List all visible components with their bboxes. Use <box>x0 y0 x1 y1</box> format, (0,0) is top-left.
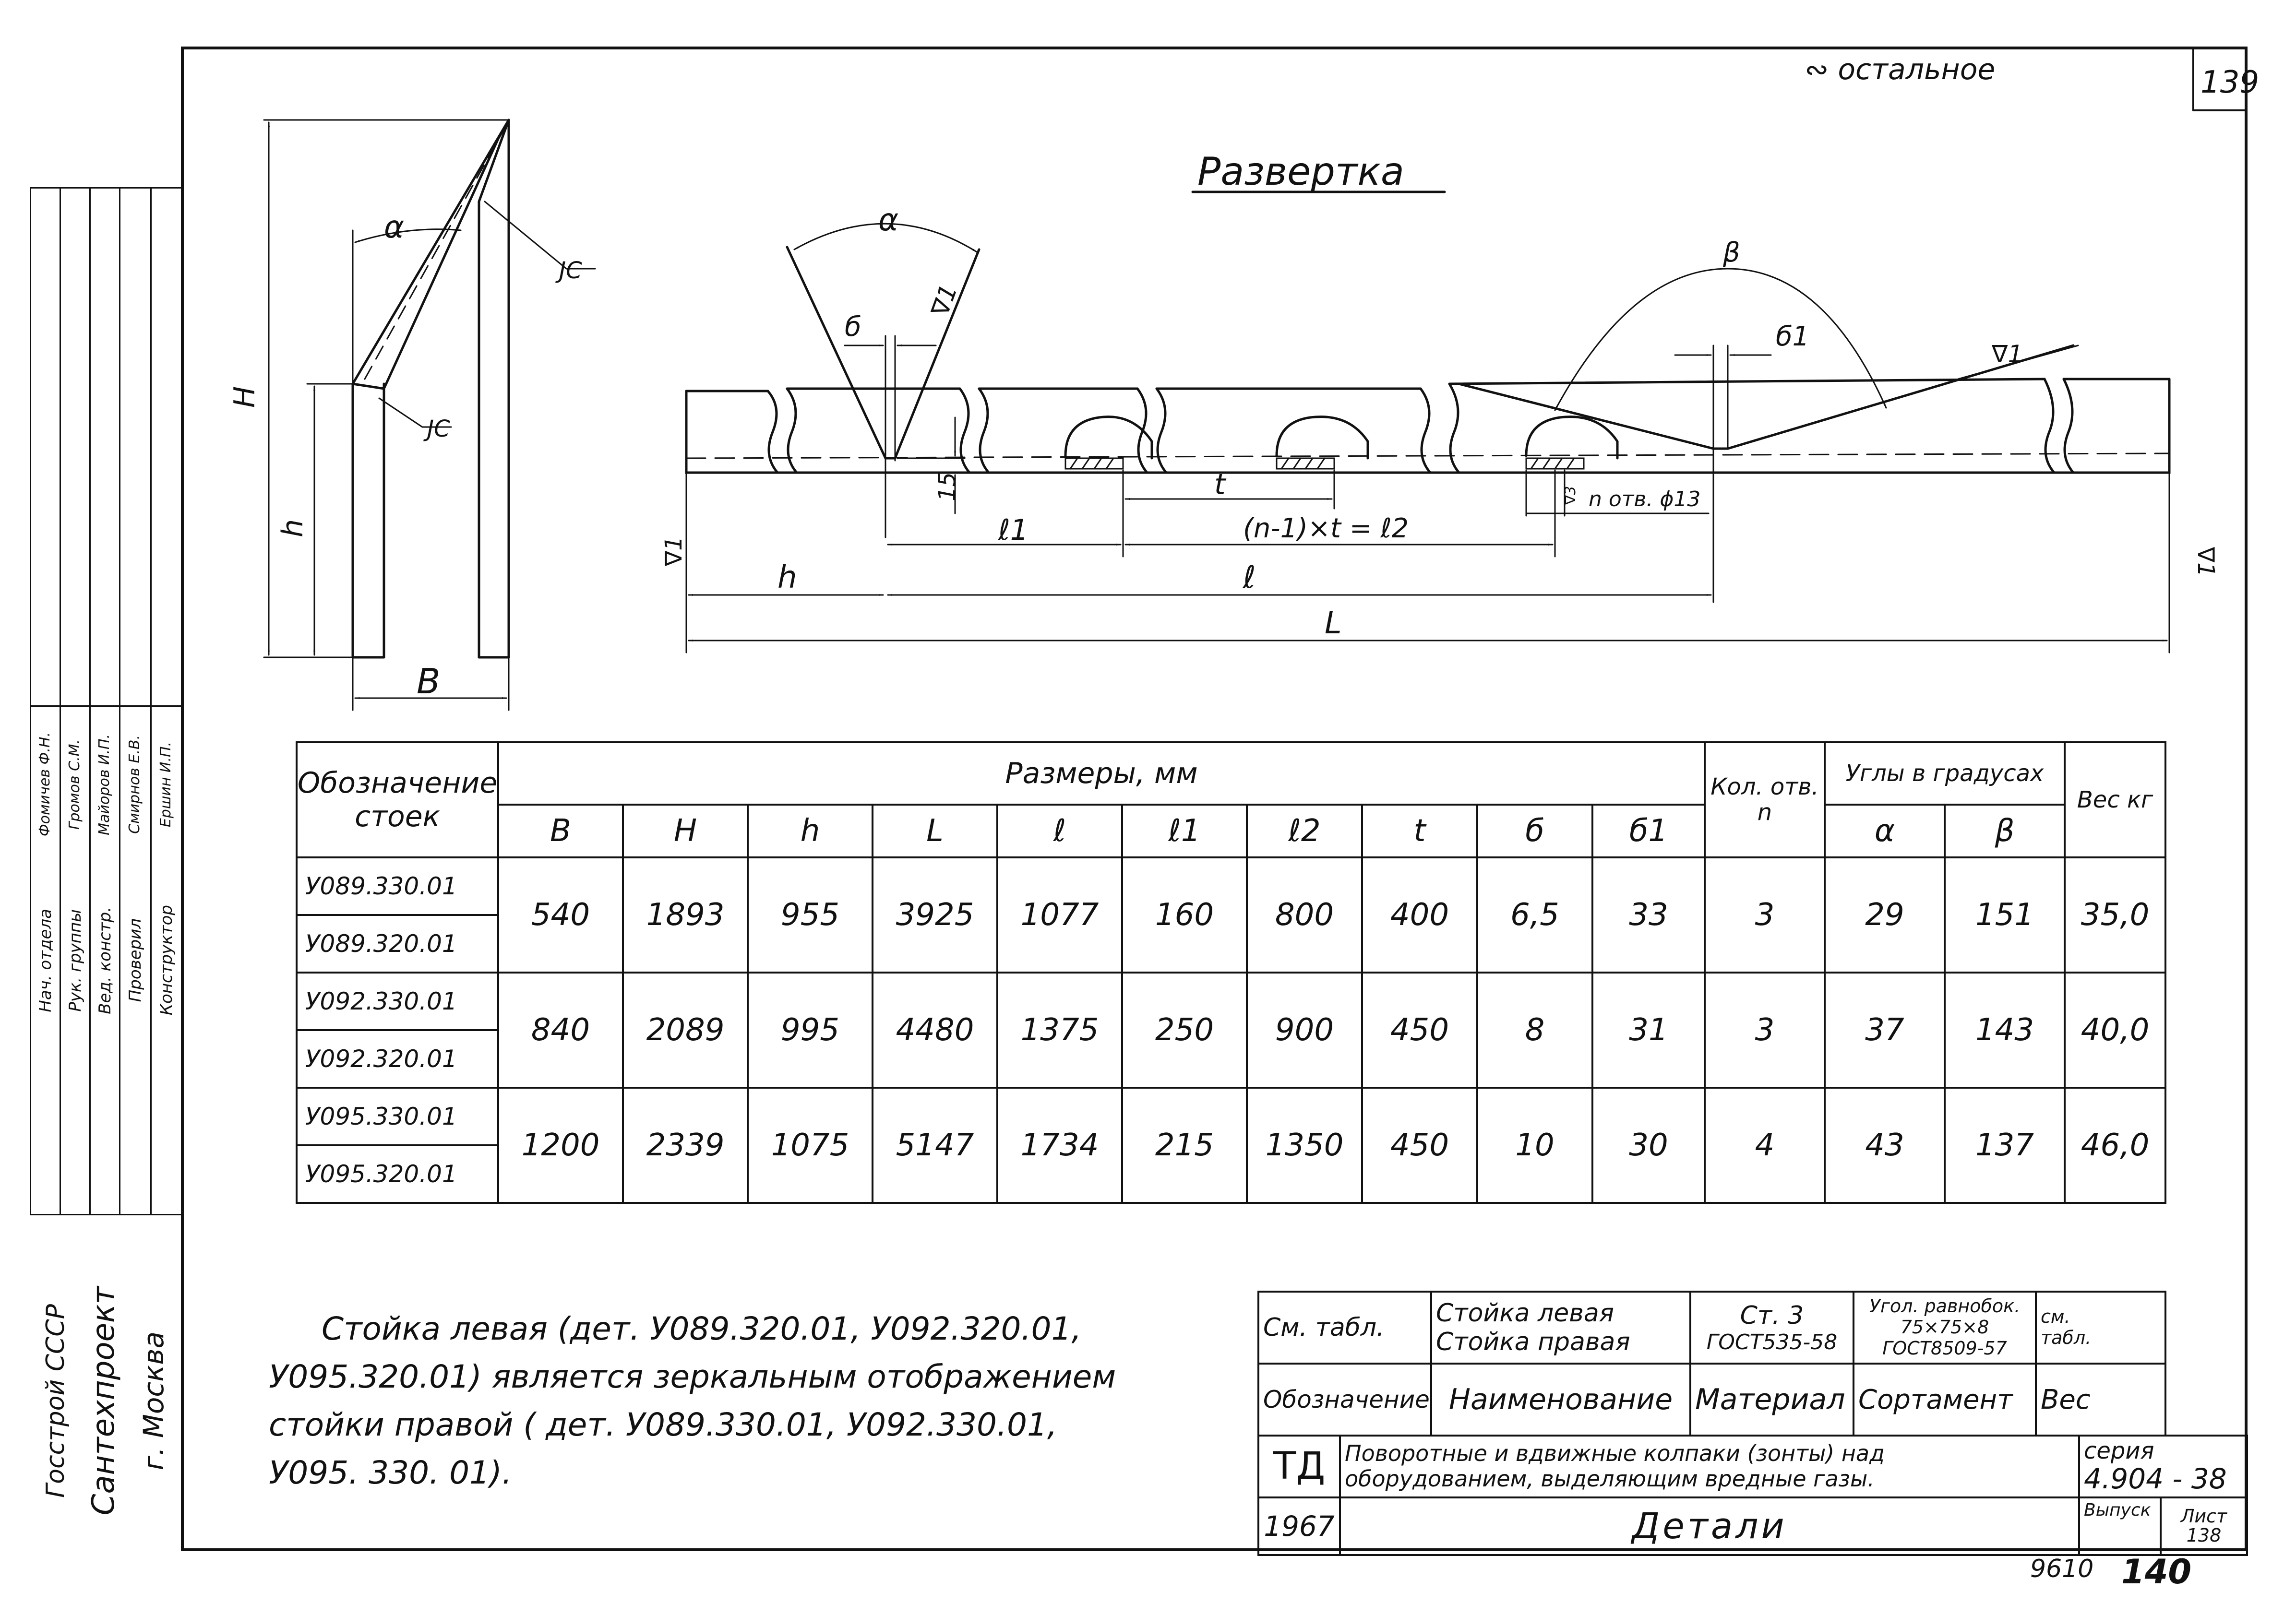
label-t: t <box>1214 468 1226 501</box>
stamp-role: Конструктор <box>151 706 182 1215</box>
size-header: б1 <box>1592 805 1705 857</box>
note-line: стойки правой ( дет. У089.330.01, У092.330.01, <box>269 1406 1057 1443</box>
cell: 35,0 <box>2065 857 2165 973</box>
title-block <box>1257 1435 2248 1556</box>
sheet-title: Детали <box>1340 1497 2079 1555</box>
size-header: ℓ2 <box>1247 805 1362 857</box>
cell: 160 <box>1122 857 1247 973</box>
org-line: Госстрой СССР <box>41 1304 71 1498</box>
cell: 43 <box>1825 1088 1945 1203</box>
stamp-name: Громов С.М. <box>66 739 83 830</box>
cell: 40,0 <box>2065 973 2165 1088</box>
header-name: Наименование <box>1431 1364 1690 1436</box>
parts-list <box>1257 1291 2166 1437</box>
archive-code: 9610 <box>2030 1555 2094 1583</box>
cell: 4 <box>1705 1088 1825 1203</box>
designation-code: У092.330.01 <box>297 973 498 1030</box>
cell: 143 <box>1945 973 2065 1088</box>
size-header: t <box>1362 805 1477 857</box>
label-n1t: (n-1)×t = ℓ2 <box>1243 513 1409 544</box>
cell: 995 <box>748 973 873 1088</box>
stamp-name-strip <box>30 705 181 864</box>
material-line: ГОСТ535-58 <box>1706 1330 1838 1354</box>
approval-stamp <box>30 187 183 1215</box>
size-header: ℓ <box>997 805 1122 857</box>
material <box>1690 1292 1854 1364</box>
label-roughness-end-right: ∇1 <box>2192 547 2219 577</box>
weight-line: табл. <box>2041 1327 2092 1348</box>
development-title: Развертка <box>1197 149 1404 194</box>
size-header: б <box>1477 805 1592 857</box>
header-designation: Обозначение стоек <box>297 742 498 857</box>
label-L: L <box>1325 606 1342 641</box>
label-beta: β <box>1723 237 1740 268</box>
designation-code: У092.320.01 <box>297 1030 498 1088</box>
header-qty: Кол. отв. n <box>1705 742 1825 857</box>
angle-header: β <box>1945 805 2065 857</box>
cell: 30 <box>1592 1088 1705 1203</box>
cell: 1375 <box>997 973 1122 1088</box>
cell: 955 <box>748 857 873 973</box>
cell: 1893 <box>623 857 748 973</box>
cell: 840 <box>498 973 623 1088</box>
label-profile-2: JC <box>427 416 450 442</box>
label-B: B <box>417 661 441 701</box>
sheet-value: 138 <box>2186 1524 2222 1546</box>
size-header: ℓ1 <box>1122 805 1247 857</box>
note-line: У095. 330. 01). <box>269 1454 512 1491</box>
cell: 29 <box>1825 857 1945 973</box>
project-title <box>1340 1436 2079 1497</box>
cell: 31 <box>1592 973 1705 1088</box>
stamp-role: Вед. констр. <box>90 706 120 1215</box>
project-line: Поворотные и вдвижные колпаки (зонты) над <box>1345 1440 1885 1467</box>
series-value: 4.904 - 38 <box>2084 1462 2227 1495</box>
label-roughness-end-left: ∇1 <box>660 536 687 566</box>
cell: 46,0 <box>2065 1088 2165 1203</box>
label-holes: n отв. ϕ13 <box>1589 487 1701 511</box>
org-line: г. Москва <box>137 1331 170 1471</box>
cell: 250 <box>1122 973 1247 1088</box>
cell: 2339 <box>623 1088 748 1203</box>
designation-code: У095.330.01 <box>297 1088 498 1145</box>
header-angles: Углы в градусах <box>1825 742 2065 805</box>
cell: 2089 <box>623 973 748 1088</box>
cell: 215 <box>1122 1088 1247 1203</box>
sheet-box <box>2161 1497 2247 1555</box>
series-label: серия <box>2084 1437 2154 1464</box>
weight-ref <box>2036 1292 2165 1364</box>
label-H: H <box>228 386 262 408</box>
stamp-role: Проверил <box>120 706 151 1215</box>
table-row <box>1258 1364 2165 1436</box>
part-names <box>1431 1292 1690 1364</box>
development-strip <box>686 247 2169 473</box>
stamp-role: Нач. отдела <box>31 706 60 1215</box>
series-box <box>2079 1436 2247 1497</box>
cell: 1200 <box>498 1088 623 1203</box>
cell: 900 <box>1247 973 1362 1088</box>
cell: 6,5 <box>1477 857 1592 973</box>
header-material: Материал <box>1690 1364 1854 1436</box>
designation-code: У095.320.01 <box>297 1145 498 1203</box>
project-line: оборудованием, выделяющим вредные газы. <box>1345 1466 1875 1492</box>
org-line: Сантехпроект <box>85 1286 121 1516</box>
stand-elevation <box>353 120 509 657</box>
designation-code: У089.330.01 <box>297 857 498 915</box>
size-header: h <box>748 805 873 857</box>
cell: 5147 <box>873 1088 997 1203</box>
stamp-name: Ершин И.П. <box>157 741 174 828</box>
table-row <box>297 857 2165 915</box>
cell: 450 <box>1362 973 1477 1088</box>
label-h-left: h <box>276 519 310 537</box>
cell: 8 <box>1477 973 1592 1088</box>
mirror-note <box>269 1305 1116 1497</box>
cell: 3 <box>1705 973 1825 1088</box>
header-weight: Вес кг <box>2065 742 2165 857</box>
designation-code: У089.320.01 <box>297 915 498 973</box>
cell: 3925 <box>873 857 997 973</box>
part-name: Стойка левая <box>1436 1299 1614 1328</box>
label-l1: ℓ1 <box>998 513 1028 547</box>
cell: 1350 <box>1247 1088 1362 1203</box>
header-designation-tb: Обозначение <box>1258 1364 1431 1436</box>
weight-line: см. <box>2041 1306 2070 1328</box>
org-block <box>34 1252 178 1550</box>
assortment-line: 75×75×8 <box>1900 1317 1989 1338</box>
issue-label: Выпуск <box>2079 1497 2161 1555</box>
label-roughness-left: ∇1 <box>926 281 963 320</box>
cell: 37 <box>1825 973 1945 1088</box>
td-mark: ТД <box>1258 1436 1340 1497</box>
label-b: б <box>845 311 861 343</box>
label-b1: б1 <box>1776 321 1810 352</box>
cell: 540 <box>498 857 623 973</box>
note-line: Стойка левая (дет. У089.320.01, У092.320.01, <box>322 1310 1082 1347</box>
label-roughness-right: ∇1 <box>1992 340 2023 368</box>
cell: 450 <box>1362 1088 1477 1203</box>
assortment <box>1854 1292 2036 1364</box>
label-alpha-dev: α <box>878 202 899 238</box>
stamp-name: Майоров И.П. <box>96 734 113 835</box>
size-header: B <box>498 805 623 857</box>
label-h-bottom: h <box>777 560 797 595</box>
cell: 3 <box>1705 857 1825 973</box>
see-table: См. табл. <box>1258 1292 1431 1364</box>
label-profile-1: JC <box>559 257 582 284</box>
sheet-label: Лист <box>2180 1505 2227 1527</box>
cell: 1075 <box>748 1088 873 1203</box>
label-15: 15 <box>934 472 961 501</box>
assortment-line: Угол. равнобок. <box>1869 1295 2021 1317</box>
size-header: L <box>873 805 997 857</box>
size-header: H <box>623 805 748 857</box>
table-row <box>297 1088 2165 1145</box>
stamp-role: Рук. группы <box>60 706 90 1215</box>
cell: 137 <box>1945 1088 2065 1203</box>
cell: 33 <box>1592 857 1705 973</box>
angle-header: α <box>1825 805 1945 857</box>
top-note: ∾ остальное <box>1805 53 1996 86</box>
cell: 4480 <box>873 973 997 1088</box>
cell: 800 <box>1247 857 1362 973</box>
assortment-line: ГОСТ8509-57 <box>1882 1337 2007 1359</box>
material-line: Ст. 3 <box>1740 1301 1804 1330</box>
part-name: Стойка правая <box>1436 1328 1630 1356</box>
table-row <box>297 973 2165 1030</box>
cell: 151 <box>1945 857 2065 973</box>
spec-table <box>296 741 2166 1204</box>
sheet-corner-number: 139 <box>2200 65 2260 100</box>
cell: 400 <box>1362 857 1477 973</box>
year: 1967 <box>1258 1497 1340 1555</box>
stamp-name: Фомичев Ф.Н. <box>36 732 53 837</box>
table-row <box>1258 1292 2165 1364</box>
cell: 1734 <box>997 1088 1122 1203</box>
page-number: 140 <box>2121 1552 2192 1591</box>
note-line: У095.320.01) является зеркальным отображением <box>269 1358 1116 1395</box>
header-sizes: Размеры, мм <box>498 742 1705 805</box>
header-assortment: Сортамент <box>1854 1364 2036 1436</box>
label-alpha: α <box>384 210 405 245</box>
header-weight-tb: Вес <box>2036 1364 2165 1436</box>
cell: 10 <box>1477 1088 1592 1203</box>
stamp-name: Смирнов Е.В. <box>126 735 143 834</box>
label-l: ℓ <box>1243 560 1256 595</box>
label-small-3: ∇3 <box>1562 486 1579 505</box>
cell: 1077 <box>997 857 1122 973</box>
